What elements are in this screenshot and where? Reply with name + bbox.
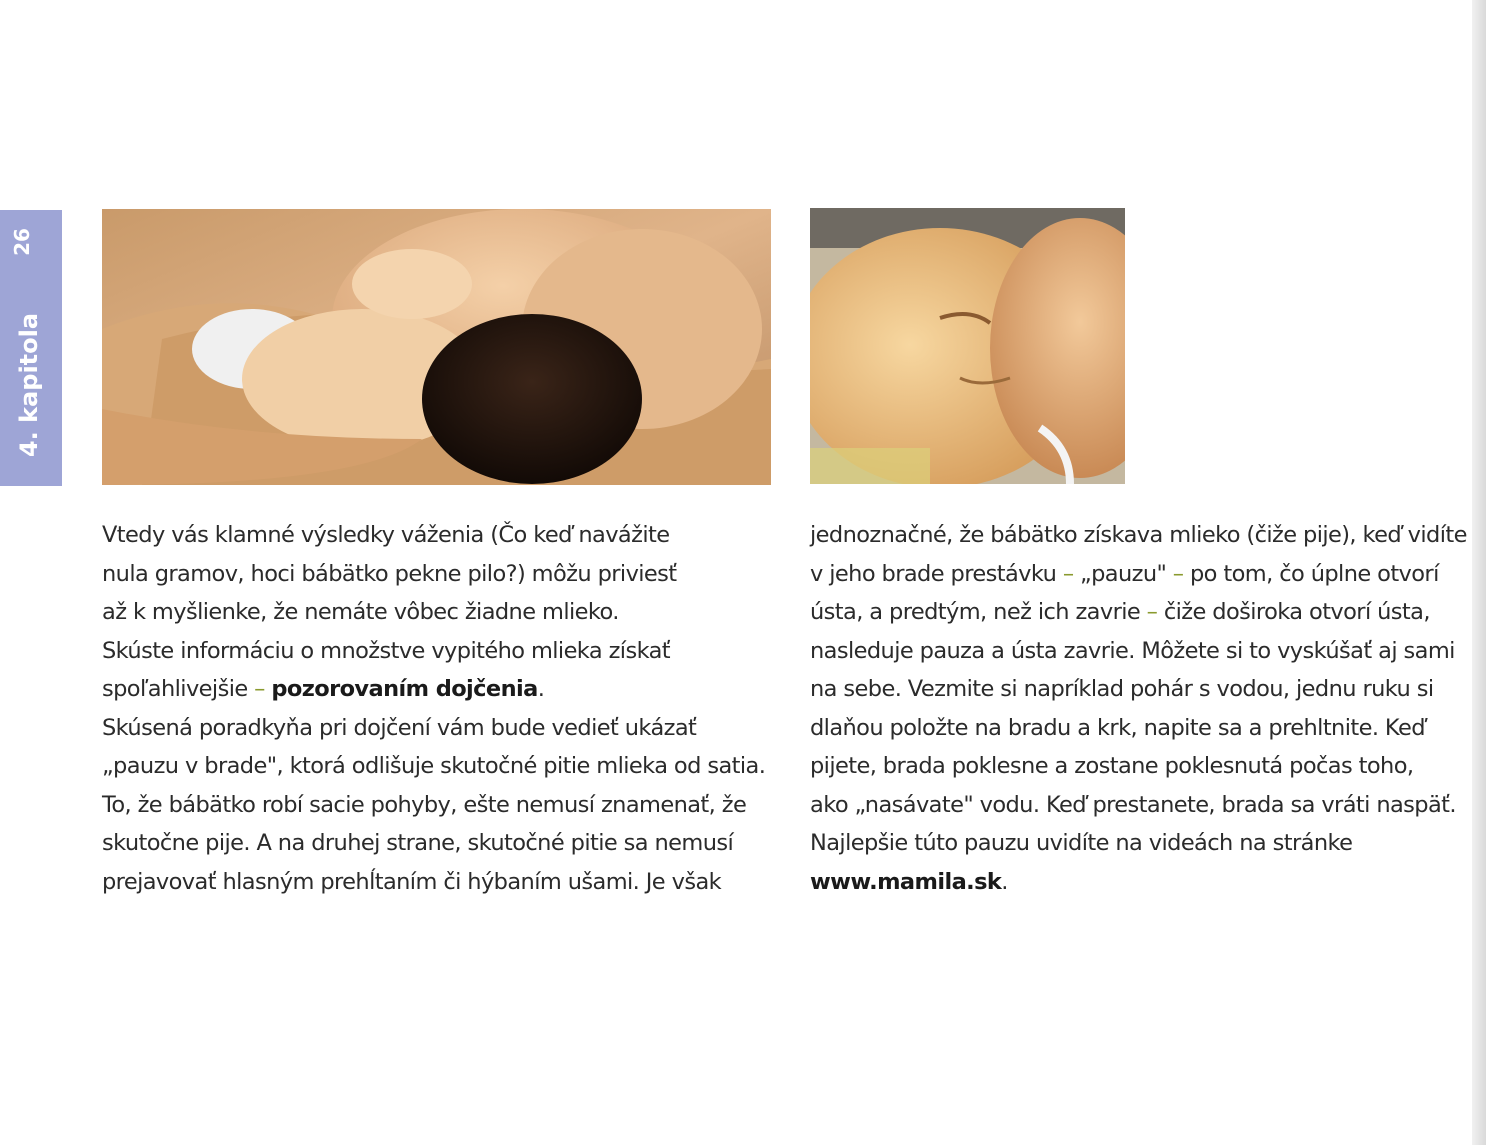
text-line: nula gramov, hoci bábätko pekne pilo?) môžu priviesť [102,560,677,587]
page-number: 26 [10,228,34,256]
text-line [810,555,1480,594]
text-segment: spoľahlivejšie [102,676,255,702]
text-line: To, že bábätko robí sacie pohyby, ešte nemusí znamenať, že [102,791,747,818]
breastfeeding-photo-closeup [810,208,1125,484]
dash: – [1172,560,1184,587]
text-line: nasleduje pauza a ústa zavrie. Môžete si to vyskúšať aj sami [810,637,1455,664]
photo-icon [810,208,1125,484]
text-segment: po tom, čo úplne otvorí [1183,560,1439,587]
text-line: ako „nasávate" vodu. Keď prestanete, brada sa vráti naspäť. [810,791,1456,818]
text-segment: „pauzu" [1073,560,1173,587]
text-line: dlaňou položte na bradu a krk, napite sa a prehltnite. Keď [810,714,1425,741]
text-segment: ústa, a predtým, než ich zavrie [810,599,1147,625]
text-line: Skúste informáciu o množstve vypitého mlieka získať [102,637,671,664]
dash: – [254,676,265,702]
text-line: „pauzu v brade", ktorá odlišuje skutočné pitie mlieka od satia. [102,753,766,779]
text-line [810,593,1480,632]
chapter-label: 4. kapitola [15,312,43,458]
left-text-column [102,516,782,901]
text-line [102,670,782,709]
right-text-column [810,516,1480,901]
text-line: jednoznačné, že bábätko získava mlieko (čiže pije), keď vidíte [810,522,1467,548]
text-line: Vtedy vás klamné výsledky váženia (Čo keď navážite [102,522,670,548]
text-line: na sebe. Vezmite si napríklad pohár s vodou, jednu ruku si [810,676,1434,702]
photo-icon [102,209,771,485]
text-segment: čiže doširoka otvorí ústa, [1157,599,1430,625]
text-segment: . [537,676,545,702]
website-link[interactable]: www.mamila.sk [810,868,1002,895]
dash: – [1062,560,1074,587]
text-segment: . [1001,868,1008,895]
text-line: pijete, brada poklesne a zostane poklesnutá počas toho, [810,753,1414,779]
breastfeeding-photo-wide [102,209,771,485]
text-line: Skúsená poradkyňa pri dojčení vám bude vedieť ukázať [102,714,697,741]
text-line: prejavovať hlasným prehĺtaním či hýbaním ušami. Je však [102,868,722,895]
text-line [810,863,1480,902]
dash: – [1146,599,1158,625]
text-line: Najlepšie túto pauzu uvidíte na videách na stránke [810,830,1353,856]
text-line: skutočne pije. A na druhej strane, skutočné pitie sa nemusí [102,830,734,856]
text-segment: v jeho brade prestávku [810,560,1063,587]
emphasis-text: pozorovaním dojčenia [271,676,538,702]
text-line: až k myšlienke, že nemáte vôbec žiadne mlieko. [102,599,619,625]
